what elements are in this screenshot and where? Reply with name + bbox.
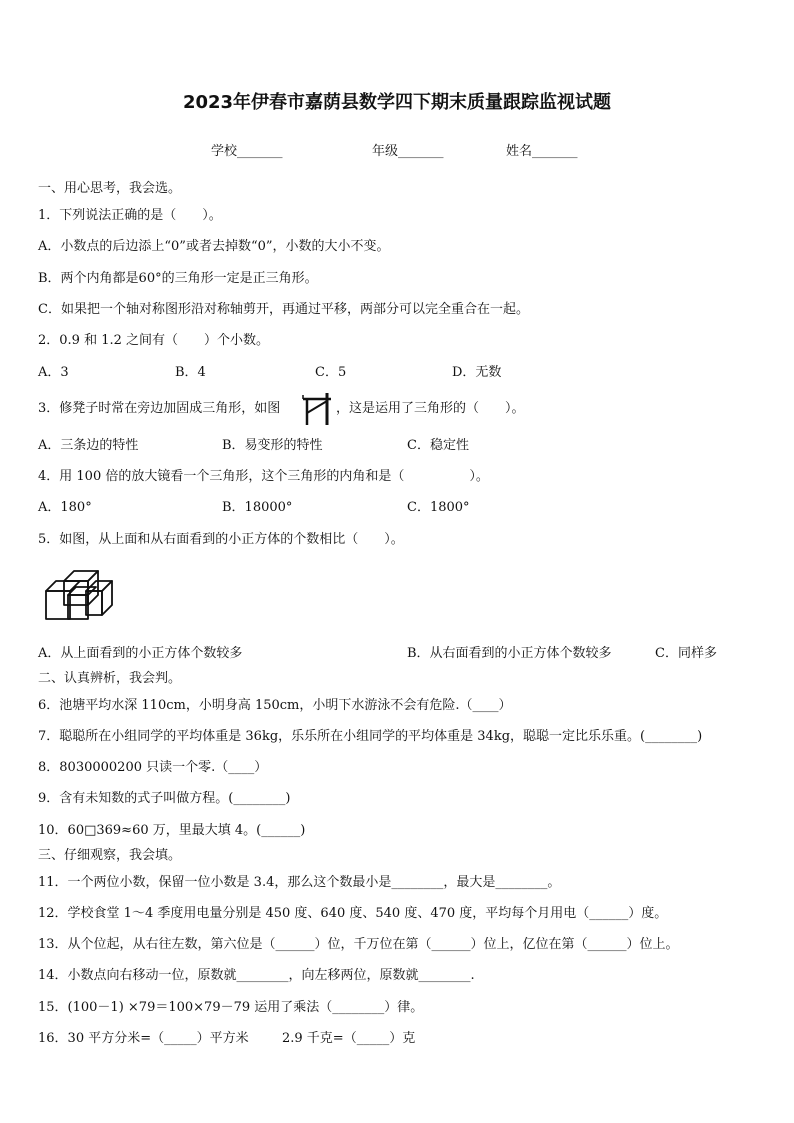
question-4-option-b: B．18000° xyxy=(222,500,293,515)
question-13: 13．从个位起，从右往左数，第六位是（______）位，千万位在第（______）位上，亿位在第（______）位上。 xyxy=(38,937,679,952)
question-4: 4．用 100 倍的放大镜看一个三角形，这个三角形的内角和是（ ）。 xyxy=(38,469,489,484)
section-1-heading: 一、用心思考，我会选。 xyxy=(38,181,182,196)
school-field: 学校_______ xyxy=(211,144,283,159)
question-4-option-a: A．180° xyxy=(38,500,92,515)
name-field: 姓名_______ xyxy=(506,144,578,159)
section-3-heading: 三、仔细观察，我会填。 xyxy=(38,848,182,863)
question-5: 5．如图，从上面和从右面看到的小正方体的个数相比（ ）。 xyxy=(38,532,404,547)
question-3-part1: 3．修凳子时常在旁边加固成三角形，如图 xyxy=(38,401,281,416)
question-3-option-c: C．稳定性 xyxy=(407,438,469,453)
question-3-part2: ，这是运用了三角形的（ ）。 xyxy=(336,401,525,416)
question-2: 2．0.9 和 1.2 之间有（ ）个小数。 xyxy=(38,333,270,348)
reinforced-stool-image xyxy=(300,391,334,427)
question-4-option-c: C．1800° xyxy=(407,500,470,515)
question-5-option-b: B．从右面看到的小正方体个数较多 xyxy=(407,646,612,661)
question-1-option-b: B．两个内角都是60°的三角形一定是正三角形。 xyxy=(38,271,318,286)
question-9: 9．含有未知数的式子叫做方程。(________) xyxy=(38,791,291,806)
question-2-option-b: B．4 xyxy=(175,365,206,380)
question-8: 8．8030000200 只读一个零.（____） xyxy=(38,760,268,775)
question-2-option-a: A．3 xyxy=(38,365,69,380)
question-14: 14．小数点向右移动一位，原数就________，向左移两位，原数就________. xyxy=(38,968,475,983)
question-12: 12．学校食堂 1～4 季度用电量分别是 450 度、640 度、540 度、470 度，平均每个月用电（______）度。 xyxy=(38,906,668,921)
question-2-option-d: D．无数 xyxy=(452,365,502,380)
grade-field: 年级_______ xyxy=(372,144,444,159)
cube-stack-image xyxy=(44,567,114,623)
question-10: 10．60□369≈60 万，里最大填 4。(______) xyxy=(38,823,306,838)
question-6: 6．池塘平均水深 110cm，小明身高 150cm，小明下水游泳不会有危险.（____） xyxy=(38,698,512,713)
question-1-option-a: A．小数点的后边添上“0”或者去掉数“0”，小数的大小不变。 xyxy=(38,239,390,254)
question-1: 1．下列说法正确的是（ ）。 xyxy=(38,208,222,223)
question-1-option-c: C．如果把一个轴对称图形沿对称轴剪开，再通过平移，两部分可以完全重合在一起。 xyxy=(38,302,529,317)
question-16-part-a: 16．30 平方分米=（_____）平方米 xyxy=(38,1031,249,1046)
question-5-option-c: C．同样多 xyxy=(655,646,717,661)
question-16-part-b: 2.9 千克=（_____）克 xyxy=(282,1031,416,1046)
question-2-option-c: C．5 xyxy=(315,365,347,380)
question-15: 15．(100－1) ×79＝100×79－79 运用了乘法（________）律。 xyxy=(38,1000,424,1015)
section-2-heading: 二、认真辨析，我会判。 xyxy=(38,671,182,686)
question-7: 7．聪聪所在小组同学的平均体重是 36kg，乐乐所在小组同学的平均体重是 34kg，聪聪一定比乐乐重。(________) xyxy=(38,729,703,744)
question-3-option-a: A．三条边的特性 xyxy=(38,438,139,453)
page-title: 2023年伊春市嘉荫县数学四下期末质量跟踪监视试题 xyxy=(182,92,612,113)
question-3-option-b: B．易变形的特性 xyxy=(222,438,323,453)
question-11: 11．一个两位小数，保留一位小数是 3.4，那么这个数最小是________，最大是________。 xyxy=(38,875,561,890)
question-5-option-a: A．从上面看到的小正方体个数较多 xyxy=(38,646,243,661)
